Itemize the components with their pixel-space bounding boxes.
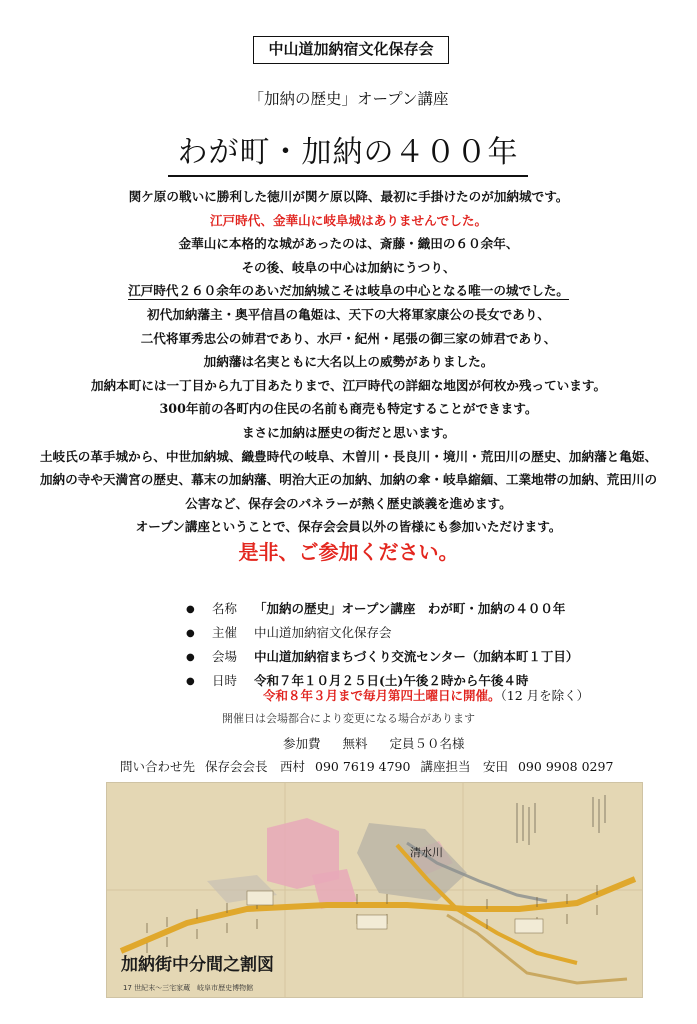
body-line <box>20 209 677 233</box>
contact-person-1: 保存会会長 西村 <box>205 759 306 774</box>
detail-label: 名称 <box>212 601 238 616</box>
map-block-east <box>515 919 543 933</box>
change-note: 開催日は会場都合により変更になる場合があります <box>222 712 475 725</box>
detail-row-host <box>186 621 666 645</box>
detail-value: 中山道加納宿まちづくり交流センター（加納本町１丁目） <box>254 649 579 664</box>
body-text <box>20 185 677 539</box>
fee-line <box>283 734 487 752</box>
map-river-label: 清水川 <box>410 846 443 859</box>
body-line-text: オープン講座ということで、保存会会員以外の皆様にも参加いただけます。 <box>135 519 562 535</box>
body-line <box>20 185 677 209</box>
body-line <box>20 445 677 469</box>
contact-phone-1: 090 7619 4790 <box>315 759 411 774</box>
body-line-text: 初代加納藩主・奥平信昌の亀姫は、天下の大将軍家康公の長女であり、 <box>147 306 550 322</box>
detail-label: 会場 <box>212 649 238 664</box>
bullet-icon: ● <box>186 676 195 687</box>
detail-label: 主催 <box>212 625 238 640</box>
contact-label: 問い合わせ先 <box>120 759 196 774</box>
body-line-text: 300年前の各町内の住民の名前も商売も特定することができます。 <box>159 401 538 417</box>
body-line <box>20 374 677 398</box>
fee-value: 無料 <box>342 736 368 751</box>
body-line <box>20 327 677 351</box>
fee-label: 参加費 <box>283 736 321 751</box>
schedule-note-paren: （12 月を除く） <box>500 688 590 703</box>
body-line <box>20 421 677 445</box>
body-line-text: 江戸時代２６０余年のあいだ加納城こそは岐阜の中心となる唯一の城でした。 <box>128 283 569 299</box>
body-line-text: 江戸時代、金華山に岐阜城はありませんでした。 <box>209 212 488 228</box>
map-credit: 17 世紀末〜三宅家蔵 岐阜市歴史博物館 <box>123 984 254 992</box>
body-line-text: まさに加納は歴史の街だと思います。 <box>241 424 456 440</box>
organization-name: 中山道加納宿文化保存会 <box>268 40 434 58</box>
map-block-west <box>247 891 273 905</box>
body-line-text: 関ケ原の戦いに勝利した徳川が関ケ原以降、最初に手掛けたのが加納城です。 <box>128 189 569 204</box>
lecture-subtitle: 「加納の歴史」オープン講座 <box>248 90 449 108</box>
body-line-text: 土岐氏の革手城から、中世加納城、織豊時代の岐阜、木曽川・長良川・境川・荒田川の歴史、加納藩と亀姫、 <box>39 448 658 464</box>
map-caption: 加納街中分間之割図 <box>121 955 274 975</box>
body-line <box>20 492 677 516</box>
body-line-text: 加納の寺や天満宮の歴史、幕末の加納藩、明治大正の加納、加納の傘・岐阜縮緬、工業地帯の加納、荒田川の <box>39 472 658 488</box>
body-line-text: 加納藩は名実ともに大名以上の威勢がありました。 <box>203 354 494 370</box>
bullet-icon: ● <box>186 604 195 615</box>
body-line <box>20 350 677 374</box>
contact-phone-2: 090 9908 0297 <box>517 759 614 774</box>
detail-row-name <box>186 597 666 621</box>
body-line-text: 加納本町には一丁目から九丁目あたりまで、江戸時代の詳細な地図が何枚か残っています。 <box>90 377 607 393</box>
page-title: わが町・加納の４００年 <box>168 133 528 177</box>
detail-value: 「加納の歴史」オープン講座 わが町・加納の４００年 <box>254 601 566 616</box>
body-line-text: 金華山に本格的な城があったのは、斎藤・織田の６０余年、 <box>178 236 519 252</box>
body-line <box>20 468 677 492</box>
body-line-text: その後、岐阜の中心は加納にうつり、 <box>241 259 456 275</box>
body-line <box>20 256 677 280</box>
detail-row-venue <box>186 645 666 669</box>
bullet-icon: ● <box>186 652 195 663</box>
body-line <box>20 303 677 327</box>
detail-value: 令和７年１０月２５日(土)午後２時から午後４時 <box>254 673 529 688</box>
detail-label: 日時 <box>212 673 238 688</box>
organization-box <box>253 36 449 64</box>
schedule-note <box>263 686 589 704</box>
historic-map <box>106 782 643 998</box>
contact-line <box>120 757 623 775</box>
bullet-icon: ● <box>186 628 195 639</box>
call-to-action: 是非、ご参加ください。 <box>238 540 459 564</box>
body-line-text: 二代将軍秀忠公の姉君であり、水戸・紀州・尾張の御三家の姉君であり、 <box>140 330 557 346</box>
body-line <box>20 232 677 256</box>
schedule-note-red: 令和８年３月まで毎月第四土曜日に開催。 <box>263 688 501 703</box>
detail-value: 中山道加納宿文化保存会 <box>254 625 392 640</box>
body-line-text: 公害など、保存会のパネラーが熱く歴史談義を進めます。 <box>185 495 512 511</box>
body-line <box>20 279 677 303</box>
map-block-center <box>357 915 387 929</box>
capacity: 定員５０名様 <box>389 736 465 751</box>
body-line <box>20 397 677 421</box>
contact-person-2: 講座担当 安田 <box>420 759 508 774</box>
event-details <box>186 597 666 693</box>
